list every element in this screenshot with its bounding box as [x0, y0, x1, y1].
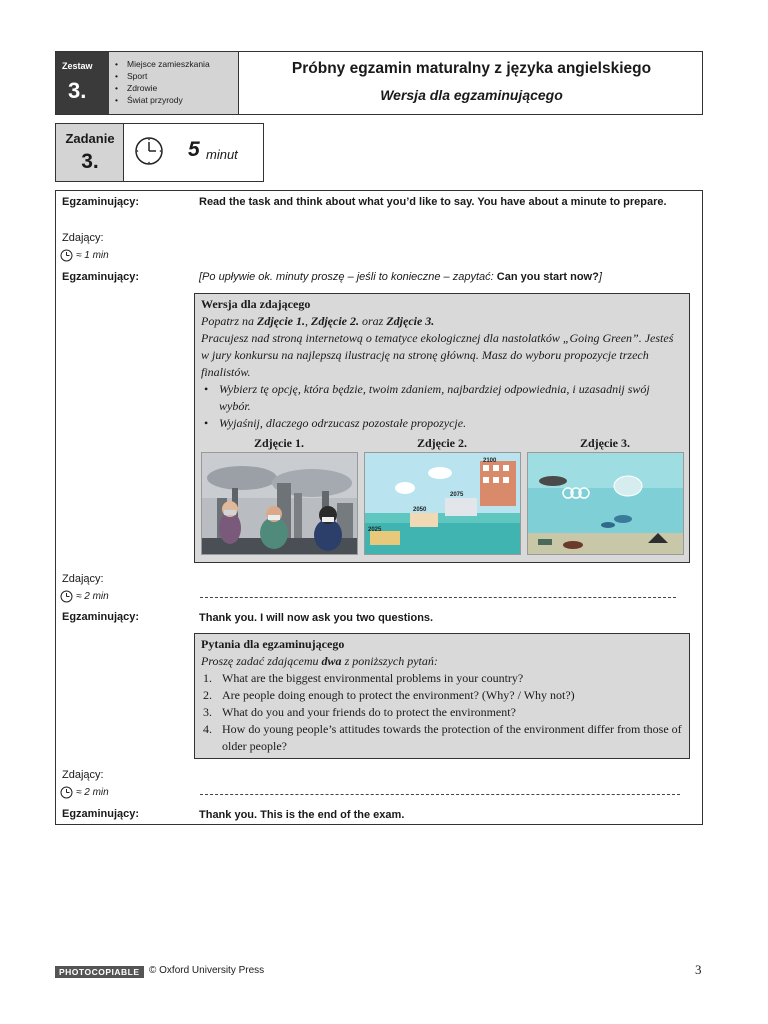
task-header	[55, 123, 264, 182]
student-box-bullet: • Wybierz tę opcję, która będzie, twoim zdaniem, najbardziej odpowiednia, i uzasadnij swój wybór.	[201, 381, 683, 415]
exam-header	[55, 51, 703, 115]
examiner-label: Egzaminujący:	[62, 808, 140, 820]
examiner-label: Egzaminujący:	[62, 196, 140, 208]
examiner-line-2: Thank you. I will now ask you two questions.	[199, 612, 434, 624]
task-number: 3.	[81, 150, 99, 173]
photo-rising-sea	[364, 452, 521, 555]
photo-ocean-plastic	[527, 452, 684, 555]
answer-line	[200, 597, 676, 598]
topic-item: • Zdrowie	[127, 82, 238, 94]
copyright: © Oxford University Press	[149, 965, 265, 976]
examiner-instruction	[199, 271, 679, 283]
set-badge	[56, 52, 109, 114]
photo-3-title: Zdjęcie 3.	[580, 436, 630, 450]
prep-timer	[60, 249, 109, 262]
photo-1-title: Zdjęcie 1.	[254, 436, 304, 450]
answer-time: ≈ 2 min	[76, 787, 109, 798]
topics-list	[109, 52, 239, 114]
year-label: 2100	[483, 458, 497, 464]
speak-time: ≈ 2 min	[76, 591, 109, 602]
student-label: Zdający:	[62, 769, 104, 781]
answer-line	[200, 794, 680, 795]
student-box-title: Wersja dla zdającego	[201, 297, 311, 311]
examiner-label: Egzaminujący:	[62, 611, 140, 623]
task-time-value: 5	[188, 138, 200, 161]
set-number: 3.	[68, 78, 87, 103]
year-label: 2050	[413, 507, 427, 513]
page-number: 3	[695, 962, 702, 977]
instruction-end: ]	[598, 271, 602, 283]
student-label: Zdający:	[62, 232, 104, 244]
question-item: 3. What do you and your friends do to protect the environment?	[203, 705, 516, 719]
examiner-questions-box	[194, 633, 690, 759]
examiner-label: Egzaminujący:	[62, 271, 140, 283]
task-time-unit: minut	[206, 147, 238, 162]
timer-icon	[60, 590, 73, 603]
student-box-bullet: • Wyjaśnij, dlaczego odrzucasz pozostałe propozycje.	[201, 415, 683, 432]
questions-intro: Proszę zadać zdającemu dwa z poniższych pytań:	[201, 654, 438, 668]
speak-timer	[60, 590, 109, 603]
photo-2-title: Zdjęcie 2.	[417, 436, 467, 450]
student-box-intro: Popatrz na Zdjęcie 1., Zdjęcie 2. oraz Zdjęcie 3.	[201, 314, 435, 328]
prep-time: ≈ 1 min	[76, 250, 109, 261]
questions-title: Pytania dla egzaminującego	[201, 637, 345, 651]
instruction-text: [Po upływie ok. minuty proszę – jeśli to konieczne – zapytać:	[199, 271, 494, 283]
timer-icon	[60, 786, 73, 799]
examiner-line-3: Thank you. This is the end of the exam.	[199, 809, 405, 821]
task-label: Zadanie	[65, 131, 115, 146]
answer-timer	[60, 786, 109, 799]
examiner-line-1: Read the task and think about what you’d like to say. You have about a minute to prepare.	[199, 196, 667, 208]
student-box-context: Pracujesz nad stroną internetową o tematyce ekologicznej dla nastolatków „Going Green”. Jesteś w jury konkursu na najlepszą ilustrację na stronę główną. Masz do wyboru propozycje trzech finalistów.	[201, 331, 674, 379]
instruction-question: Can you start now?	[496, 271, 599, 283]
photocopiable-badge: PHOTOCOPIABLE	[55, 966, 144, 978]
question-item: 2. Are people doing enough to protect the environment? (Why? / Why not?)	[203, 688, 575, 702]
photo-smog-city	[201, 452, 358, 555]
year-label: 2075	[450, 492, 464, 498]
topic-item: • Świat przyrody	[127, 94, 238, 106]
timer-icon	[60, 249, 73, 262]
exam-subtitle: Wersja dla egzaminującego	[380, 87, 563, 103]
clock-icon	[134, 136, 164, 166]
topic-item: • Sport	[127, 70, 238, 82]
exam-title: Próbny egzamin maturalny z języka angielskiego	[291, 60, 652, 77]
question-item: 1. What are the biggest environmental problems in your country?	[203, 671, 524, 685]
student-label: Zdający:	[62, 573, 104, 585]
year-label: 2025	[368, 527, 382, 533]
set-label: Zestaw	[62, 61, 93, 71]
task-badge	[56, 124, 124, 181]
question-item: 4. How do young people’s attitudes towards the protection of the environment differ from those of older people?	[203, 722, 682, 753]
topic-item: • Miejsce zamieszkania	[127, 58, 238, 70]
